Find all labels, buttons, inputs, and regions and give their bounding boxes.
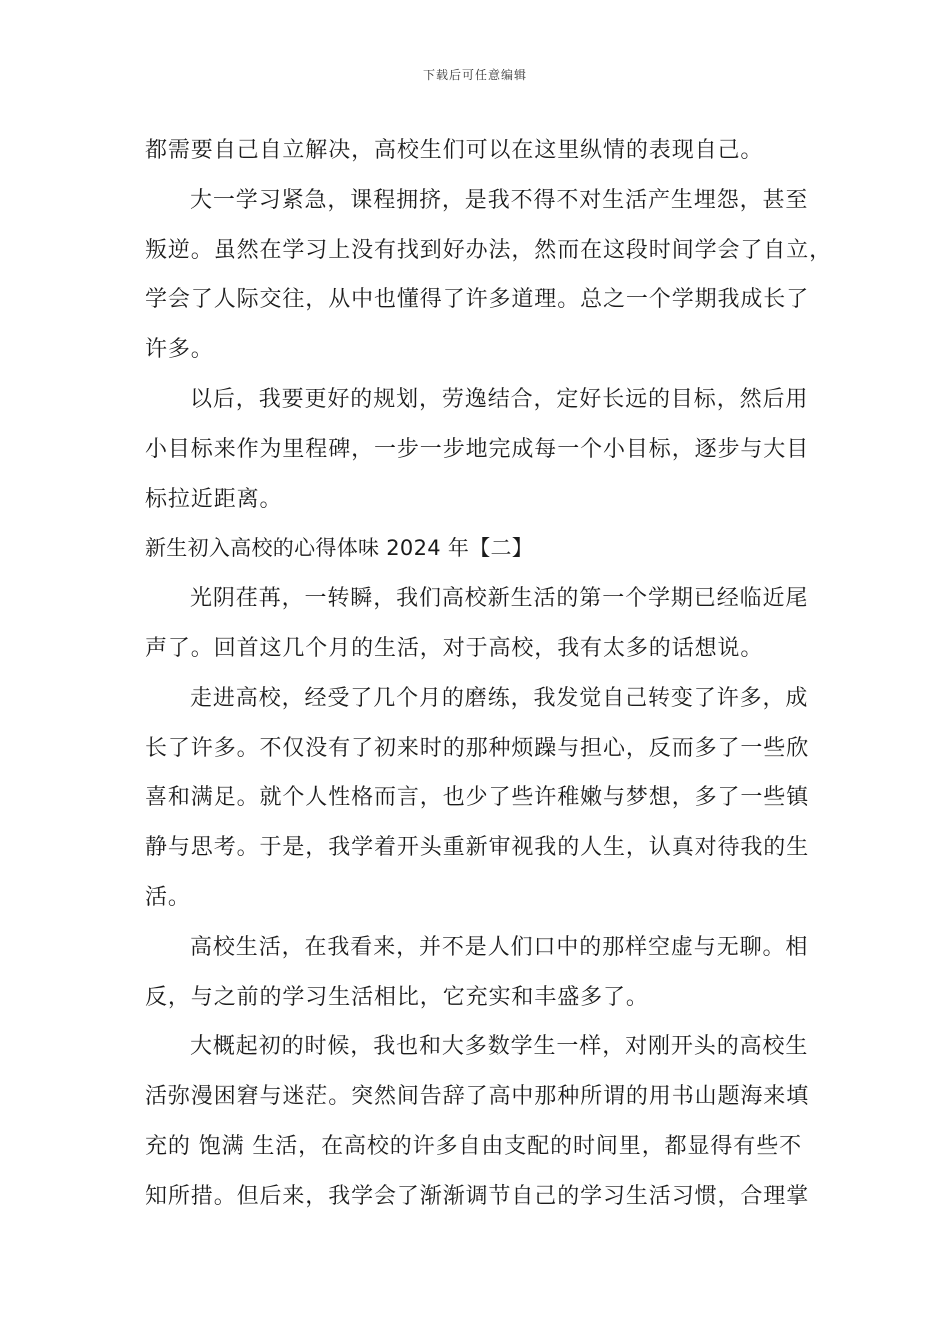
text-line: 知所措。但后来，我学会了渐渐调节自己的学习生活习惯，合理掌 <box>145 1183 810 1209</box>
text-line: 以后，我要更好的规划，劳逸结合，定好长远的目标，然后用 <box>190 386 809 412</box>
text-line: 标拉近距离。 <box>145 486 283 512</box>
text-line: 长了许多。不仅没有了初来时的那种烦躁与担心，反而多了一些欣 <box>145 735 810 761</box>
text-line: 喜和满足。就个人性格而言，也少了些许稚嫩与梦想，多了一些镇 <box>145 785 810 811</box>
text-line: 小目标来作为里程碑，一步一步地完成每一个小目标，逐步与大目 <box>145 436 810 462</box>
text-line: 许多。 <box>145 337 214 363</box>
text-line: 静与思考。于是，我学着开头重新审视我的人生，认真对待我的生 <box>145 835 810 861</box>
text-line: 活弥漫困窘与迷茫。突然间告辞了高中那种所谓的用书山题海来填 <box>145 1084 810 1110</box>
text-line: 都需要自己自立解决，高校生们可以在这里纵情的表现自己。 <box>145 138 764 163</box>
text-line: 走进高校，经受了几个月的磨练，我发觉自己转变了许多，成 <box>190 685 809 711</box>
text-line: 充的 饱满 生活，在高校的许多自由支配的时间里，都显得有些不 <box>145 1133 802 1159</box>
text-line: 声了。回首这几个月的生活，对于高校，我有太多的话想说。 <box>145 635 764 661</box>
section-heading: 新生初入高校的心得体味 2024 年【二】 <box>145 536 534 561</box>
text-line: 活。 <box>145 884 191 910</box>
document-body <box>145 126 833 1222</box>
text-line: 大概起初的时候，我也和大多数学生一样，对刚开头的高校生 <box>190 1034 809 1060</box>
text-line: 大一学习紧急，课程拥挤，是我不得不对生活产生埋怨，甚至 <box>190 187 809 213</box>
text-line: 学会了人际交往，从中也懂得了许多道理。总之一个学期我成长了 <box>145 287 810 313</box>
text-line: 高校生活，在我看来，并不是人们口中的那样空虚与无聊。相 <box>190 934 809 960</box>
text-line: 叛逆。虽然在学习上没有找到好办法，然而在这段时间学会了自立， <box>145 237 833 263</box>
page-header: 下载后可任意编辑 <box>422 68 527 82</box>
text-line: 反，与之前的学习生活相比，它充实和丰盛多了。 <box>145 984 649 1010</box>
text-line: 光阴荏苒，一转瞬，我们高校新生活的第一个学期已经临近尾 <box>190 586 809 612</box>
